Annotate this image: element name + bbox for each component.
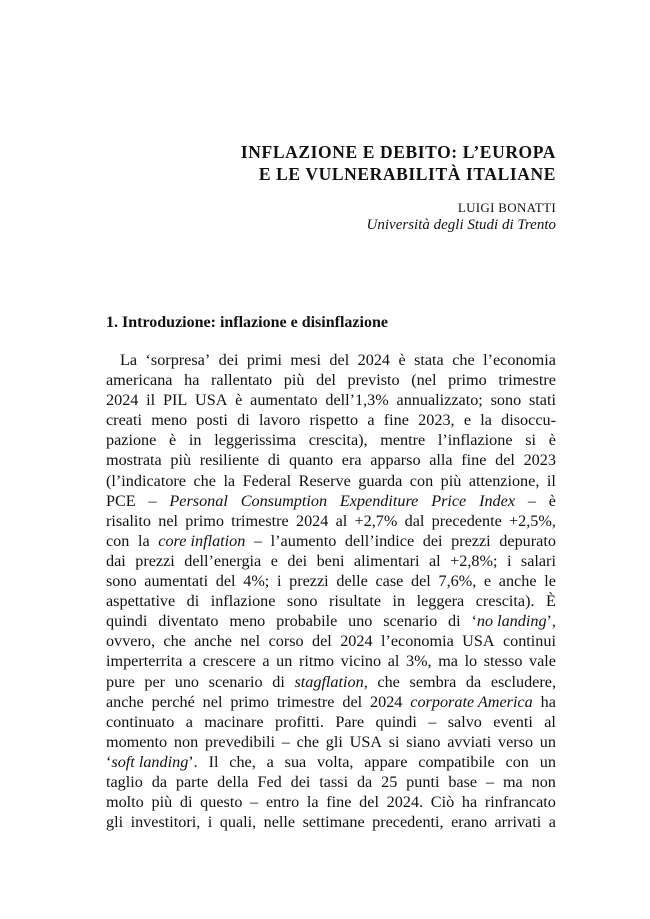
word: di bbox=[237, 411, 250, 430]
word: Ciò bbox=[430, 793, 455, 812]
word: Fed bbox=[257, 772, 282, 791]
word: un bbox=[539, 732, 556, 751]
word: molto bbox=[106, 793, 144, 812]
word: dell’indice bbox=[344, 531, 415, 550]
word: leggera bbox=[416, 592, 465, 611]
word: USA bbox=[195, 391, 228, 410]
word: Pare bbox=[335, 712, 365, 731]
word: è bbox=[169, 431, 177, 450]
word: non bbox=[173, 732, 199, 751]
word: la bbox=[137, 531, 150, 550]
author-name: LUIGI BONATTI bbox=[457, 200, 556, 215]
word: del bbox=[342, 692, 363, 711]
word: il bbox=[146, 391, 156, 410]
word: Price bbox=[431, 491, 467, 510]
word: Il bbox=[208, 752, 219, 771]
word: a bbox=[367, 411, 375, 430]
word: core inflation bbox=[158, 531, 246, 550]
word: continui bbox=[502, 632, 556, 651]
word: rallentato bbox=[211, 371, 273, 390]
word: al bbox=[335, 511, 348, 530]
word: le bbox=[544, 572, 556, 591]
word: più bbox=[151, 793, 173, 812]
word: arrivati bbox=[494, 813, 542, 832]
word: settimane bbox=[302, 813, 365, 832]
word: La bbox=[120, 351, 138, 369]
word: Reserve bbox=[298, 471, 351, 490]
word: PIL bbox=[162, 391, 188, 410]
word: un bbox=[539, 752, 556, 771]
word: alimentari bbox=[353, 551, 420, 570]
title-line-2: E LE VULNERABILITÀ ITALIANE bbox=[258, 164, 556, 184]
word: uno bbox=[348, 612, 373, 631]
word: Federal bbox=[242, 471, 292, 490]
word: primo bbox=[230, 692, 270, 711]
word: Consumption bbox=[240, 491, 328, 510]
word: appare bbox=[364, 752, 408, 771]
word: crescita), bbox=[308, 431, 368, 450]
word: 2024 bbox=[370, 692, 403, 711]
word: probabile bbox=[276, 612, 338, 631]
word: che bbox=[377, 672, 400, 691]
word: da bbox=[151, 772, 168, 791]
word: 7,6%, bbox=[438, 572, 477, 591]
word: a bbox=[189, 652, 197, 671]
paragraph-line bbox=[106, 732, 556, 752]
word: del bbox=[215, 572, 236, 591]
word: e bbox=[483, 572, 492, 591]
word: – bbox=[527, 491, 536, 510]
word: prezzi bbox=[135, 551, 175, 570]
word: nel bbox=[158, 511, 178, 530]
word: volta, bbox=[317, 752, 354, 771]
word: mentre bbox=[380, 431, 426, 450]
word: perché bbox=[151, 692, 195, 711]
word: posti bbox=[196, 411, 228, 430]
word: trimestre bbox=[276, 692, 335, 711]
word: nelle bbox=[263, 813, 296, 832]
paragraph-line bbox=[106, 752, 556, 772]
word: del bbox=[495, 451, 515, 470]
word: la bbox=[306, 793, 319, 812]
word: aumentati bbox=[144, 572, 209, 591]
word: fine bbox=[461, 451, 487, 470]
word: anche bbox=[106, 692, 144, 711]
word: profitti. bbox=[274, 712, 324, 731]
word: ‘soft landing’. bbox=[106, 752, 198, 771]
word: entro bbox=[265, 793, 300, 812]
word: rinfrancato bbox=[484, 793, 556, 812]
word: del bbox=[312, 632, 332, 651]
word: trimestre bbox=[231, 511, 289, 530]
word: più bbox=[283, 371, 305, 390]
word: quanto bbox=[289, 451, 334, 470]
paragraph-line bbox=[106, 812, 556, 832]
paragraph-line bbox=[106, 511, 556, 531]
word: inflazione bbox=[210, 592, 276, 611]
word: della bbox=[217, 772, 249, 791]
word: precedenti, bbox=[372, 813, 444, 832]
word: primo bbox=[185, 511, 224, 530]
word: con bbox=[505, 752, 529, 771]
word: di bbox=[448, 612, 461, 631]
word: aspettative bbox=[106, 592, 176, 611]
word: meno bbox=[151, 411, 188, 430]
word: americana bbox=[106, 371, 173, 390]
word: Personal bbox=[169, 491, 228, 510]
word: sono bbox=[106, 572, 137, 591]
word: scenario bbox=[383, 612, 438, 631]
word: avviati bbox=[447, 732, 492, 751]
word: macinare bbox=[204, 712, 264, 731]
word: diventato bbox=[158, 612, 219, 631]
word: fine bbox=[326, 793, 352, 812]
word: USA bbox=[349, 732, 383, 751]
word: dei bbox=[287, 551, 308, 570]
paragraph-line bbox=[106, 370, 556, 390]
word: +2,8%; bbox=[450, 551, 498, 570]
word: di bbox=[272, 672, 285, 691]
word: era bbox=[341, 451, 362, 470]
word: Expenditure bbox=[339, 491, 419, 510]
word: Index bbox=[479, 491, 516, 510]
word: dei bbox=[218, 351, 239, 369]
word: il bbox=[546, 471, 556, 490]
word: nel bbox=[240, 632, 261, 651]
word: l’inflazione bbox=[437, 431, 513, 450]
word: +2,7% bbox=[354, 511, 398, 530]
paragraph-line bbox=[106, 350, 556, 370]
word: ‘sorpresa’ bbox=[145, 351, 211, 369]
word: investitori, bbox=[130, 813, 201, 832]
word: quindi bbox=[106, 612, 148, 631]
word: è bbox=[548, 491, 556, 510]
paragraph-line bbox=[106, 430, 556, 450]
word: gli bbox=[106, 813, 124, 832]
word: continuato bbox=[106, 712, 175, 731]
word: che bbox=[296, 732, 320, 751]
word: sembra bbox=[409, 672, 457, 691]
word: la bbox=[480, 411, 492, 430]
word: trimestre bbox=[498, 371, 556, 390]
word: è bbox=[398, 351, 406, 369]
word: parte bbox=[175, 772, 209, 791]
word: non bbox=[531, 772, 556, 791]
word: dell’1,3% bbox=[325, 391, 389, 410]
word: stesso bbox=[483, 652, 523, 671]
word: dai bbox=[106, 551, 126, 570]
word: stata bbox=[414, 351, 444, 369]
article-title bbox=[200, 141, 556, 185]
word: È bbox=[546, 592, 556, 611]
word: al bbox=[544, 712, 556, 731]
paragraph-line bbox=[106, 491, 556, 511]
word: base bbox=[448, 772, 478, 791]
word: per bbox=[144, 672, 166, 691]
word: e bbox=[463, 411, 471, 430]
word: dei bbox=[422, 531, 443, 550]
word: ha bbox=[540, 692, 556, 711]
paragraph-line bbox=[106, 651, 556, 671]
word: al bbox=[428, 551, 441, 570]
word: crescita). bbox=[475, 592, 535, 611]
word: rispetto bbox=[309, 411, 359, 430]
word: 4%; bbox=[243, 572, 270, 591]
word: questo bbox=[200, 793, 243, 812]
word: sua bbox=[284, 752, 307, 771]
word: meno bbox=[229, 612, 266, 631]
word: che bbox=[163, 632, 186, 651]
word: salari bbox=[520, 551, 556, 570]
word: taglio bbox=[106, 772, 143, 791]
word: prevedibili bbox=[204, 732, 276, 751]
word: da bbox=[356, 772, 373, 791]
paragraph-line bbox=[106, 410, 556, 430]
word: anche bbox=[194, 632, 232, 651]
word: 3%, bbox=[405, 652, 432, 671]
word: è bbox=[235, 391, 243, 410]
word: ma bbox=[502, 772, 523, 791]
word: prezzi bbox=[451, 531, 491, 550]
word: 2023 bbox=[523, 451, 556, 470]
word: +2,5%, bbox=[509, 511, 556, 530]
word: vicino bbox=[340, 652, 382, 671]
paragraph-line bbox=[106, 692, 556, 712]
word: l’aumento bbox=[270, 531, 337, 550]
paragraph-line bbox=[106, 792, 556, 812]
word: da bbox=[465, 672, 482, 691]
word: al bbox=[387, 652, 400, 671]
word: mostrata bbox=[106, 451, 162, 470]
word: guarda bbox=[358, 471, 403, 490]
word: salvo bbox=[447, 712, 482, 731]
word: primo bbox=[448, 371, 487, 390]
word: stagflation, bbox=[294, 672, 368, 691]
paragraph-line bbox=[106, 471, 556, 491]
word: primi bbox=[246, 351, 282, 369]
word: che bbox=[452, 351, 475, 369]
word: fine bbox=[383, 411, 409, 430]
word: che, bbox=[229, 752, 256, 771]
word: i bbox=[276, 572, 282, 591]
body-paragraph bbox=[106, 350, 556, 832]
word: siano bbox=[406, 732, 441, 751]
word: 2024 bbox=[106, 391, 139, 410]
word: del bbox=[359, 793, 379, 812]
word: dal bbox=[404, 511, 425, 530]
word: corporate America bbox=[410, 692, 533, 711]
word: gli bbox=[325, 732, 343, 751]
word: si bbox=[388, 732, 400, 751]
word: attenzione, bbox=[468, 471, 540, 490]
section-heading: 1. Introduzione: inflazione e disinflazione bbox=[106, 314, 388, 331]
word: precedente bbox=[431, 511, 502, 530]
word: a bbox=[548, 813, 556, 832]
paragraph-line bbox=[106, 672, 556, 692]
paragraph-line bbox=[106, 531, 556, 551]
word: di bbox=[186, 592, 200, 611]
word: l’economia bbox=[483, 351, 556, 369]
word: dei bbox=[290, 772, 311, 791]
word: del bbox=[329, 351, 350, 369]
word: con bbox=[106, 531, 130, 550]
word: ovvero, bbox=[106, 632, 155, 651]
word: apparso bbox=[370, 451, 421, 470]
word: ha bbox=[184, 371, 200, 390]
word: – bbox=[253, 531, 263, 550]
word: aumentato bbox=[250, 391, 318, 410]
word: in bbox=[392, 592, 406, 611]
word: ha bbox=[461, 793, 478, 812]
word: la bbox=[223, 471, 236, 490]
word: creati bbox=[106, 411, 142, 430]
word: di bbox=[267, 451, 281, 470]
paragraph-line bbox=[106, 631, 556, 651]
paragraph-line bbox=[106, 571, 556, 591]
word: punti bbox=[406, 772, 440, 791]
word: eventi bbox=[493, 712, 533, 731]
word: più bbox=[170, 451, 192, 470]
paragraph-line bbox=[106, 591, 556, 611]
word: sono bbox=[490, 391, 522, 410]
word: imperterrita bbox=[106, 652, 183, 671]
word: stati bbox=[528, 391, 556, 410]
word: beni bbox=[316, 551, 345, 570]
word: 25 bbox=[381, 772, 398, 791]
title-line-1: INFLAZIONE E DEBITO: L’EUROPA bbox=[240, 142, 556, 162]
word: delle bbox=[336, 572, 368, 591]
word: l’economia bbox=[380, 632, 454, 651]
word: escludere, bbox=[490, 672, 556, 691]
word: momento bbox=[106, 732, 168, 751]
word: pure bbox=[106, 672, 135, 691]
word: depurato bbox=[499, 531, 556, 550]
word: ‘no landing’, bbox=[471, 612, 556, 631]
word: di bbox=[179, 793, 193, 812]
paragraph-line bbox=[106, 772, 556, 792]
word: dell’energia bbox=[184, 551, 262, 570]
word: – bbox=[485, 772, 495, 791]
word: resiliente bbox=[199, 451, 260, 470]
word: mesi bbox=[290, 351, 321, 369]
word: (nel bbox=[411, 371, 437, 390]
word: PCE bbox=[106, 491, 136, 510]
word: e bbox=[270, 551, 278, 570]
word: corso bbox=[268, 632, 304, 651]
word: con bbox=[409, 471, 434, 490]
word: in bbox=[188, 431, 202, 450]
word: leggerissima bbox=[214, 431, 297, 450]
word: scenario bbox=[208, 672, 263, 691]
word: a bbox=[262, 652, 270, 671]
word: i bbox=[506, 551, 512, 570]
word: che bbox=[193, 471, 216, 490]
word: pazione bbox=[106, 431, 157, 450]
paragraph-line bbox=[106, 712, 556, 732]
word: USA bbox=[462, 632, 495, 651]
word: a bbox=[266, 752, 274, 771]
word: è bbox=[548, 431, 556, 450]
word: lo bbox=[464, 652, 478, 671]
word: quali, bbox=[219, 813, 257, 832]
word: prezzi bbox=[289, 572, 329, 591]
word: i bbox=[207, 813, 213, 832]
word: nel bbox=[202, 692, 223, 711]
word: ma bbox=[438, 652, 458, 671]
word: lavoro bbox=[258, 411, 301, 430]
word: – bbox=[148, 491, 157, 510]
paragraph-line bbox=[106, 450, 556, 470]
word: case bbox=[375, 572, 404, 591]
word: più bbox=[440, 471, 462, 490]
word: 2024 bbox=[357, 351, 391, 369]
word: si bbox=[525, 431, 537, 450]
word: 2024 bbox=[340, 632, 373, 651]
word: anche bbox=[498, 572, 537, 591]
word: 2024. bbox=[386, 793, 424, 812]
word: del bbox=[316, 371, 336, 390]
word: uno bbox=[174, 672, 199, 691]
word: sono bbox=[286, 592, 318, 611]
paragraph-line bbox=[106, 390, 556, 410]
word: previsto bbox=[347, 371, 400, 390]
paragraph-line bbox=[106, 611, 556, 631]
word: – bbox=[281, 732, 290, 751]
word: vale bbox=[529, 652, 556, 671]
word: alla bbox=[429, 451, 453, 470]
word: verso bbox=[498, 732, 534, 751]
word: a bbox=[185, 712, 193, 731]
word: tassi bbox=[319, 772, 349, 791]
word: disoccu- bbox=[501, 411, 556, 430]
word: 2024 bbox=[295, 511, 329, 530]
word: – bbox=[428, 712, 437, 731]
word: risalito bbox=[106, 511, 151, 530]
word: – bbox=[250, 793, 259, 812]
word: crescere bbox=[202, 652, 256, 671]
word: risultate bbox=[328, 592, 382, 611]
word: annualizzato; bbox=[396, 391, 483, 410]
word: erano bbox=[451, 813, 488, 832]
word: compatibile bbox=[418, 752, 495, 771]
word: (l’indicatore bbox=[106, 471, 186, 490]
word: 2023, bbox=[418, 411, 455, 430]
author-affiliation: Università degli Studi di Trento bbox=[366, 217, 556, 233]
word: quindi bbox=[375, 712, 417, 731]
word: un bbox=[276, 652, 293, 671]
word: ritmo bbox=[298, 652, 335, 671]
paragraph-line bbox=[106, 551, 556, 571]
word: del bbox=[411, 572, 431, 591]
